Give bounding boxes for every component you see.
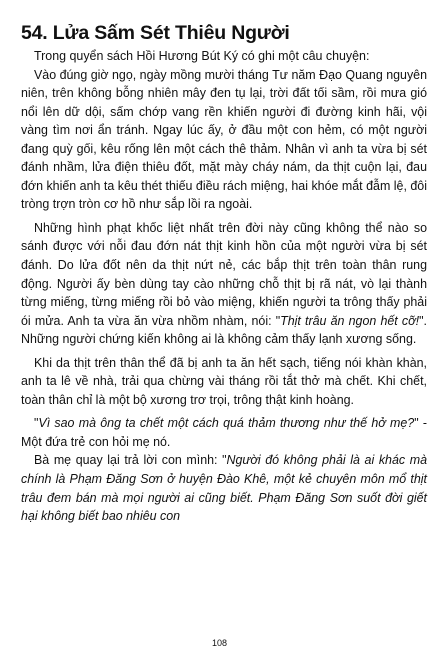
paragraph — [21, 354, 427, 410]
paragraph — [21, 451, 427, 525]
text-run: Những hình phạt khốc liệt nhất trên đời này cũng không thể nào so sánh được với nỗi đau đớn nát thịt kinh hồn của một người vừa bị sét đánh. Do lửa đốt nên da thịt nứt nẻ, các bắp thịt trên toàn thân rung động. Người ấy bèn dùng tay cào những chỗ thịt bị rã nát, vò lại thành từng miếng, từng miếng rồi bỏ vào miệng, khiến người ta trông thấy phải ói mửa. Anh ta vừa ăn vừa nhồm nhàm, nói: " — [21, 220, 427, 328]
italic-run: Người đó không phải là ai khác mà chính là Phạm Đăng Sơn ở huyện Đào Khê, một kẻ chuyên môn mổ thịt trâu đem bán mà mọi người ai cũng biết. Phạm Đăng Sơn suốt đời giết hại không biết bao nhiêu con — [21, 453, 427, 524]
paragraph — [21, 414, 427, 451]
text-run: Bà mẹ quay lại trả lời con mình: " — [34, 453, 227, 468]
chapter-body — [21, 47, 427, 526]
paragraph — [21, 47, 427, 66]
text-run: Khi da thịt trên thân thể đã bị anh ta ăn hết sạch, tiếng nói khàn khàn, anh ta lê về nhà, trải qua chừng vài tháng rồi tắt thở mà chết. Khi chết, toàn thân chỉ là một bộ xương trơ trọi, trông thật kinh hoàng. — [21, 355, 427, 407]
text-run: " - Một đứa trẻ con hỏi mẹ nó. — [21, 416, 428, 449]
paragraph — [21, 66, 427, 214]
chapter-title: 54. Lửa Sấm Sét Thiêu Người — [21, 22, 290, 44]
text-run: Vào đúng giờ ngọ, ngày mồng mười tháng Tư năm Đạo Quang nguyên niên, trên không bỗng nhiên mây đen tụ lại, trời đất tối sầm, rồi mưa gió nổi lên dữ dội, sấm chớp vang rền khiến người đi đường kinh hãi, vội vàng tìm nơi ẩn tránh. Ngay lúc ấy, ở đầu một con hẻm, có một người đang quỳ gối, kêu rống lên một cách thê thảm. Nhân vì anh ta vừa bị sét đánh nhầm, lửa điện thiêu đốt, mặt mày cháy nám, da thịt cuộn lại, đau đớn khiến anh ta kêu thét thiếu điều rách miệng, hai khóe mắt đẫm lệ, đôi tròng trợn tròn cơ hồ như sắp lồi ra ngoài. — [21, 67, 427, 212]
paragraph — [21, 219, 427, 349]
page-number: 108 — [211, 638, 228, 648]
text-run: " — [34, 416, 39, 431]
italic-run: Thịt trâu ăn ngon hết cỡ! — [280, 313, 420, 328]
text-run: Trong quyển sách Hồi Hương Bút Ký có ghi một câu chuyện: — [34, 49, 370, 63]
italic-run: Vì sao mà ông ta chết một cách quá thảm thương như thế hở mẹ? — [38, 416, 415, 431]
text-run: ". Những người chứng kiến không ai là không cảm thấy lạnh xương sống. — [21, 313, 427, 347]
